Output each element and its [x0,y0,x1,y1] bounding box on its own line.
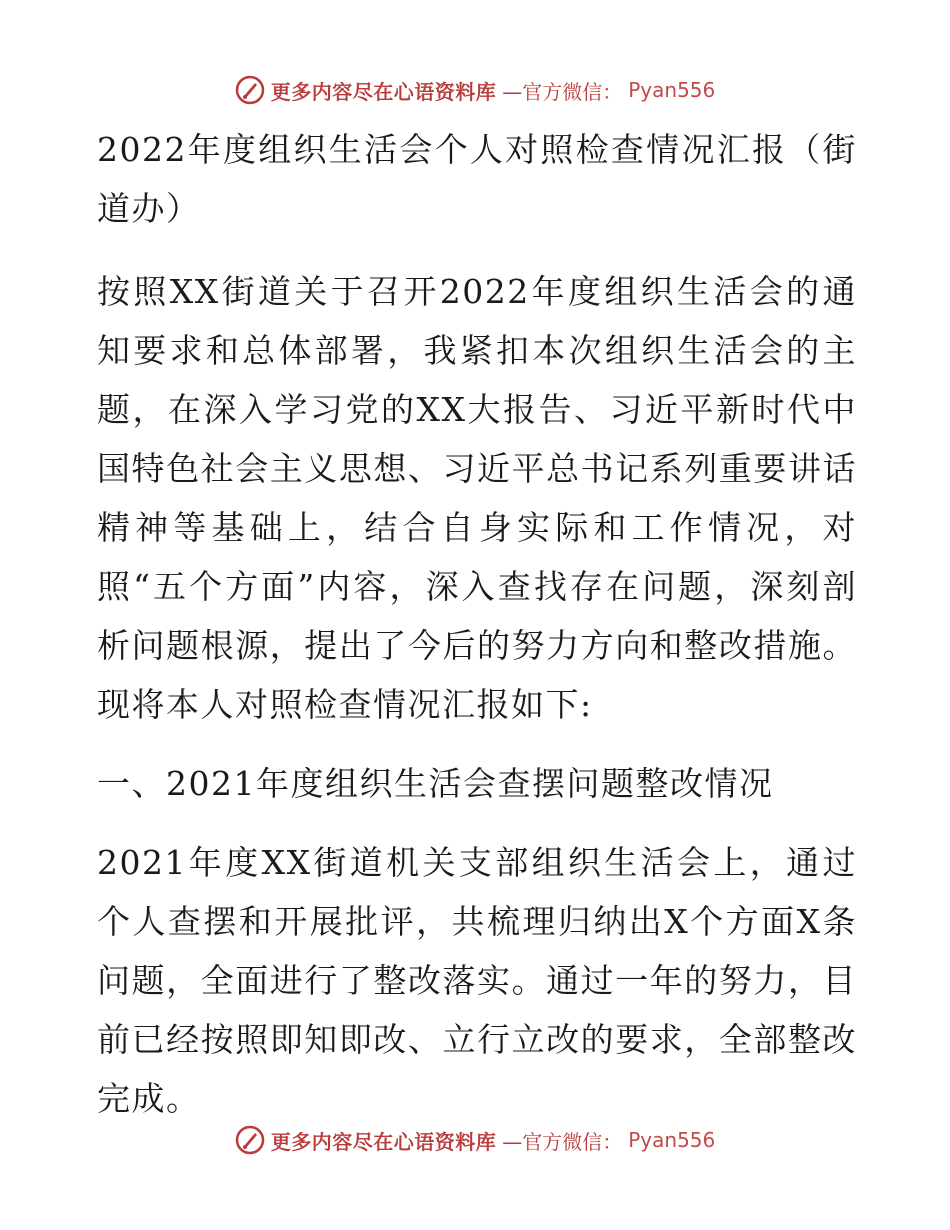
watermark-brand: 更多内容尽在心语资料库 [270,1129,497,1154]
quill-logo-icon [235,75,265,105]
watermark-brand: 更多内容尽在心语资料库 [270,79,497,104]
document-title: 2022年度组织生活会个人对照检查情况汇报（街道办） [97,130,857,228]
watermark-separator: —官方微信： [502,79,623,104]
section-heading: 一、2021年度组织生活会查摆问题整改情况 [97,764,774,803]
watermark-separator: —官方微信： [502,1129,623,1154]
header-watermark [0,70,950,110]
document-body [97,120,857,1128]
section-paragraph: 2021年度XX街道机关支部组织生活会上，通过个人查摆和开展批评，共梳理归纳出X个方面X条问题，全面进行了整改落实。通过一年的努力，目前已经按照即知即改、立行立改的要求，全部整改完成。 [97,843,857,1118]
watermark-contact: Pyan556 [628,1128,716,1152]
watermark-contact: Pyan556 [628,78,716,102]
footer-watermark [0,1120,950,1160]
quill-logo-icon [235,1125,265,1155]
intro-paragraph: 按照XX街道关于召开2022年度组织生活会的通知要求和总体部署，我紧扣本次组织生活会的主题，在深入学习党的XX大报告、习近平新时代中国特色社会主义思想、习近平总书记系列重要讲话精神等基础上，结合自身实际和工作情况，对照“五个方面”内容，深入查找存在问题，深刻剖析问题根源，提出了今后的努力方向和整改措施。现将本人对照检查情况汇报如下: [97,272,857,724]
